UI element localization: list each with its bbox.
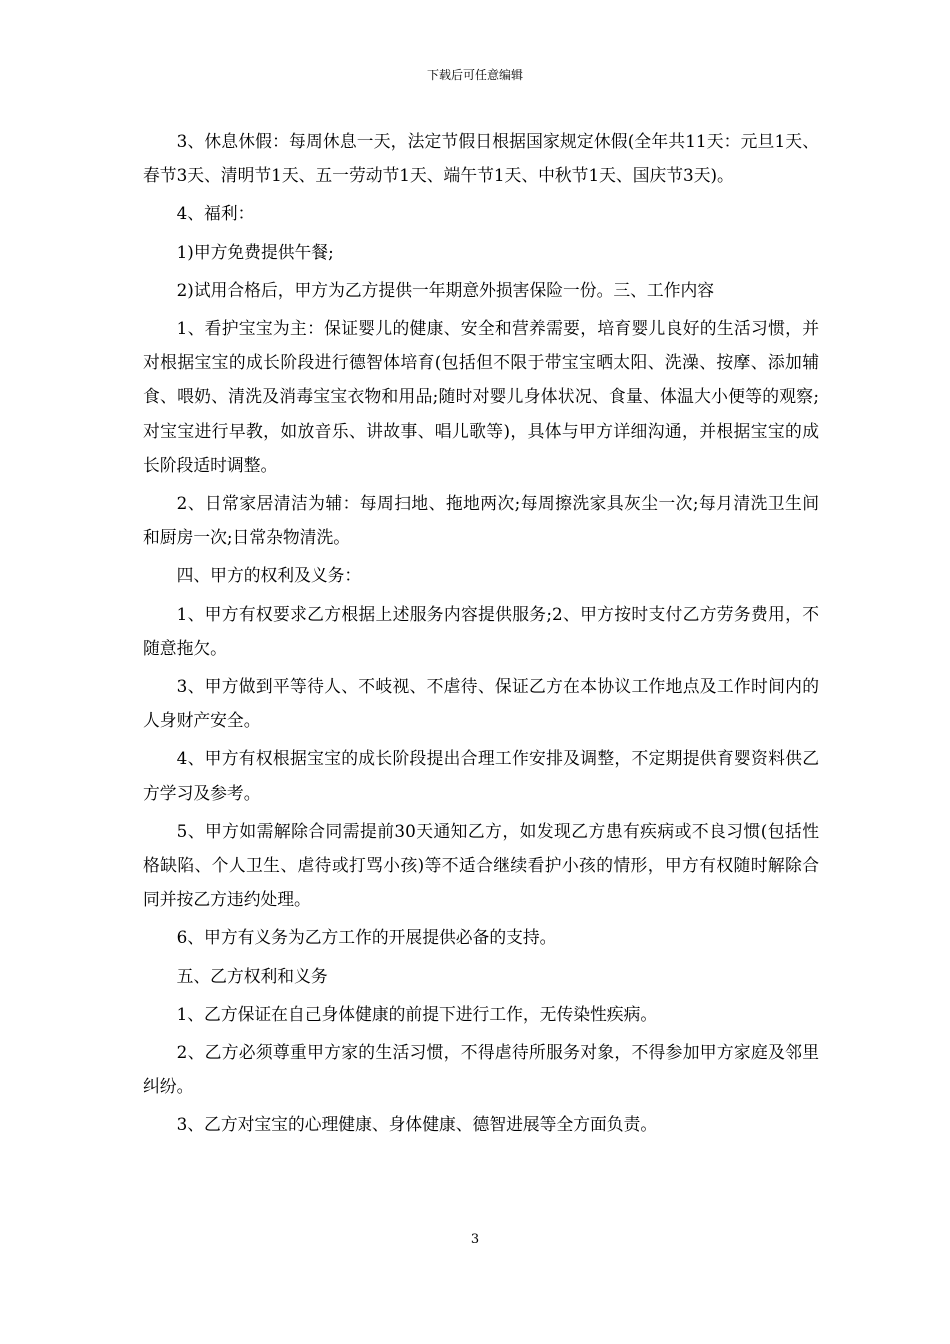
paragraph: 3、甲方做到平等待人、不岐视、不虐待、保证乙方在本协议工作地点及工作时间内的人身财产安全。	[143, 676, 819, 731]
paragraph: 2)试用合格后，甲方为乙方提供一年期意外损害保险一份。三、工作内容	[176, 279, 715, 300]
paragraph: 4、福利：	[176, 203, 255, 224]
document-body	[143, 124, 819, 1146]
section-heading: 五、乙方权利和义务	[176, 965, 328, 986]
paragraph: 1)甲方免费提供午餐;	[176, 241, 334, 262]
paragraph: 2、乙方必须尊重甲方家的生活习惯，不得虐待所服务对象，不得参加甲方家庭及邻里纠纷。	[143, 1042, 819, 1097]
page-number: 3	[470, 1232, 480, 1247]
paragraph: 3、乙方对宝宝的心理健康、身体健康、德智进展等全方面负责。	[176, 1114, 658, 1135]
paragraph: 5、甲方如需解除合同需提前30天通知乙方，如发现乙方患有疾病或不良习惯(包括性格缺陷、个人卫生、虐待或打骂小孩)等不适合继续看护小孩的情形，甲方有权随时解除合同并按乙方违约处理。	[143, 820, 819, 910]
paragraph: 1、甲方有权要求乙方根据上述服务内容提供服务;2、甲方按时支付乙方劳务费用，不随意拖欠。	[143, 603, 819, 658]
section-heading: 四、甲方的权利及义务：	[176, 565, 362, 586]
paragraph: 6、甲方有义务为乙方工作的开展提供必备的支持。	[176, 927, 557, 948]
paragraph: 3、休息休假：每周休息一天，法定节假日根据国家规定休假(全年共11天：元旦1天、春节3天、清明节1天、五一劳动节1天、端午节1天、中秋节1天、国庆节3天)。	[143, 131, 819, 186]
page-header: 下载后可任意编辑	[426, 68, 523, 82]
paragraph: 4、甲方有权根据宝宝的成长阶段提出合理工作安排及调整，不定期提供育婴资料供乙方学习及参考。	[143, 748, 819, 803]
paragraph: 2、日常家居清洁为辅：每周扫地、拖地两次;每周擦洗家具灰尘一次;每月清洗卫生间和厨房一次;日常杂物清洗。	[143, 493, 819, 548]
paragraph: 1、看护宝宝为主：保证婴儿的健康、安全和营养需要，培育婴儿良好的生活习惯，并对根据宝宝的成长阶段进行德智体培育(包括但不限于带宝宝晒太阳、洗澡、按摩、添加辅食、喂奶、清洗及消毒宝宝衣物和用品;随时对婴儿身体状况、食量、体温大小便等的观察;对宝宝进行早教，如放音乐、讲故事、唱儿歌等)，具体与甲方详细沟通，并根据宝宝的成长阶段适时调整。	[143, 318, 819, 475]
paragraph: 1、乙方保证在自己身体健康的前提下进行工作，无传染性疾病。	[176, 1003, 658, 1024]
